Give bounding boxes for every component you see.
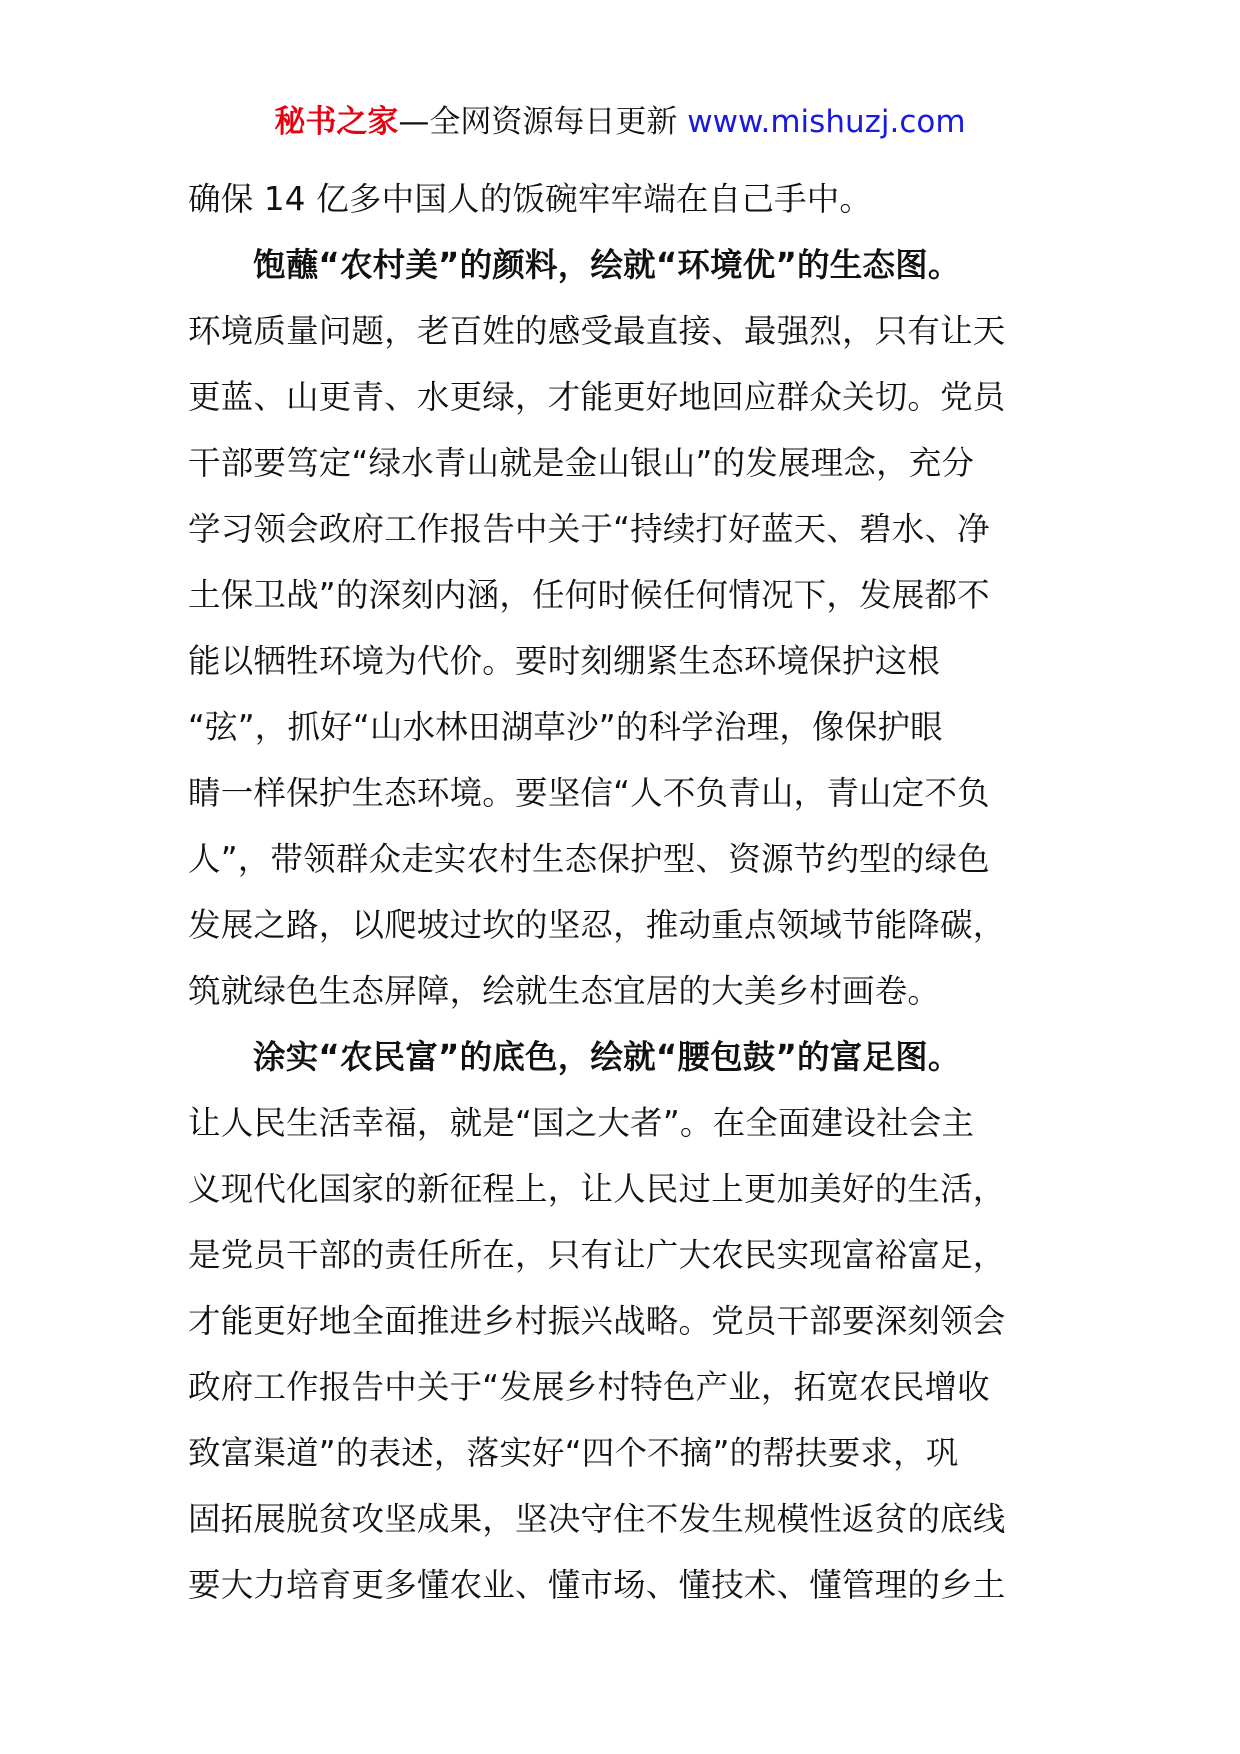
paragraph-line: 干部要笃定“绿水青山就是金山银山”的发展理念，充分 bbox=[188, 444, 975, 482]
paragraph-line: 政府工作报告中关于“发展乡村特色产业，拓宽农民增收 bbox=[188, 1368, 990, 1406]
section-heading: 涂实“农民富”的底色，绘就“腰包鼓”的富足图。 bbox=[253, 1038, 961, 1076]
document-body bbox=[188, 166, 1068, 1618]
paragraph-line: 学习领会政府工作报告中关于“持续打好蓝天、碧水、净 bbox=[188, 510, 990, 548]
brand-name: 秘书之家 bbox=[274, 104, 399, 140]
paragraph-line: 能以牺牲环境为代价。要时刻绷紧生态环境保护这根 bbox=[188, 642, 941, 680]
paragraph-line: 发展之路，以爬坡过坎的坚忍，推动重点领域节能降碳， bbox=[188, 906, 1006, 944]
paragraph-line: 筑就绿色生态屏障，绘就生态宜居的大美乡村画卷。 bbox=[188, 972, 941, 1010]
paragraph-line: 人”，带领群众走实农村生态保护型、资源节约型的绿色 bbox=[188, 840, 990, 878]
paragraph-line: 才能更好地全面推进乡村振兴战略。党员干部要深刻领会 bbox=[188, 1302, 1006, 1340]
paragraph-line: 致富渠道”的表述，落实好“四个不摘”的帮扶要求，巩 bbox=[188, 1434, 959, 1472]
paragraph-line: 确保 14 亿多中国人的饭碗牢牢端在自己手中。 bbox=[188, 180, 873, 218]
header-tagline: —全网资源每日更新 bbox=[398, 104, 688, 140]
site-url-link[interactable]: www.mishuzj.com bbox=[687, 104, 966, 140]
section-heading: 饱蘸“农村美”的颜料，绘就“环境优”的生态图。 bbox=[253, 246, 961, 284]
paragraph-line: “弦”，抓好“山水林田湖草沙”的科学治理，像保护眼 bbox=[188, 708, 943, 746]
paragraph-line: 要大力培育更多懂农业、懂市场、懂技术、懂管理的乡土 bbox=[188, 1566, 1006, 1604]
paragraph-line: 睛一样保护生态环境。要坚信“人不负青山，青山定不负 bbox=[188, 774, 990, 812]
site-header bbox=[0, 100, 1240, 144]
paragraph-line: 固拓展脱贫攻坚成果，坚决守住不发生规模性返贫的底线 bbox=[188, 1500, 1006, 1538]
paragraph-line: 义现代化国家的新征程上，让人民过上更加美好的生活， bbox=[188, 1170, 1006, 1208]
paragraph-line: 让人民生活幸福，就是“国之大者”。在全面建设社会主 bbox=[188, 1104, 975, 1142]
paragraph-line: 环境质量问题，老百姓的感受最直接、最强烈，只有让天 bbox=[188, 312, 1006, 350]
paragraph-line: 是党员干部的责任所在，只有让广大农民实现富裕富足， bbox=[188, 1236, 1006, 1274]
paragraph-line: 更蓝、山更青、水更绿，才能更好地回应群众关切。党员 bbox=[188, 378, 1006, 416]
paragraph-line: 土保卫战”的深刻内涵，任何时候任何情况下，发展都不 bbox=[188, 576, 990, 614]
